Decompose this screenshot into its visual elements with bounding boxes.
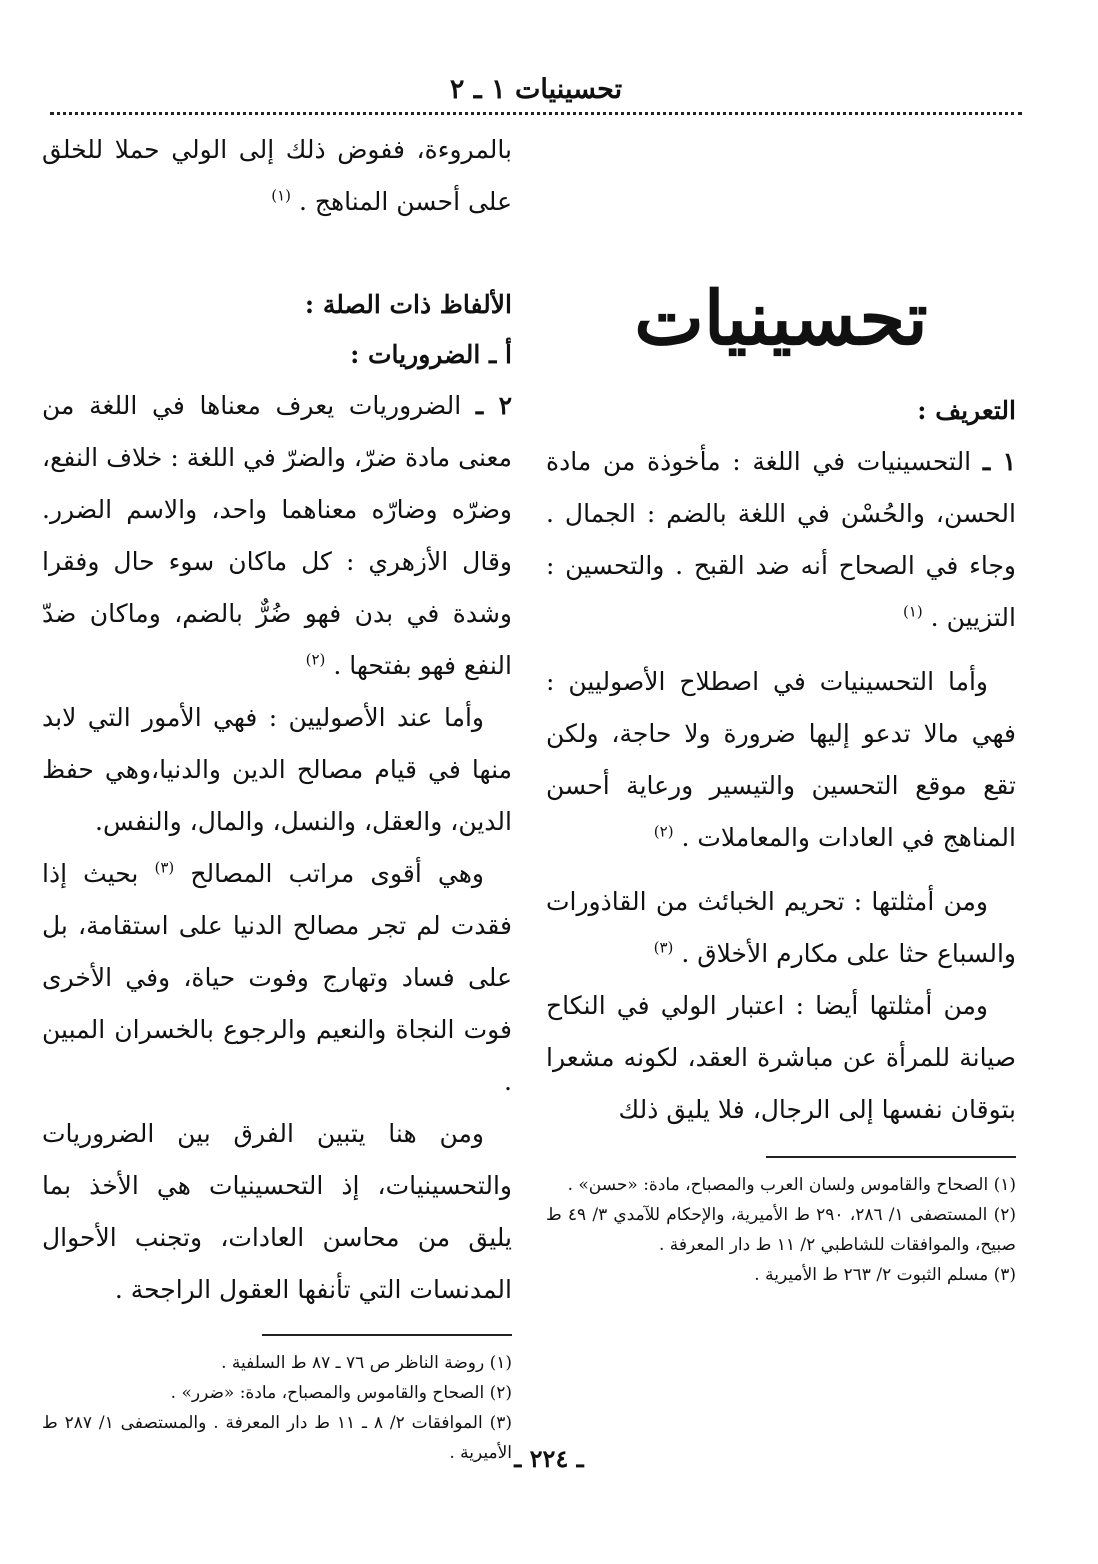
footnote-1: (١) روضة الناظر ص ٧٦ ـ ٨٧ ط السلفية . <box>221 1353 512 1373</box>
related-terms-heading: الألفاظ ذات الصلة : <box>304 290 512 319</box>
footnote-divider <box>262 1334 512 1336</box>
footnote-ref: (٣) <box>154 858 175 877</box>
definition-paragraph-1: ١ ـ التحسينيات في اللغة : مأخوذة من مادة الحسن، والحُسْن في اللغة بالضم : الجمال . وجاء في الصحاح أنه ضد القبح . والتحسين : التزيين . $^{(١)}$ <box>546 447 1017 632</box>
continuation-paragraph: بالمروءة، ففوض ذلك إلى الولي حملا للخلق على أحسن المناهج . $^{(١)}$ <box>42 135 512 216</box>
running-header <box>56 72 1016 108</box>
footnote-ref: (٣) <box>653 938 674 957</box>
paragraph-number: ١ ـ <box>982 447 1017 476</box>
header-dotted-rule <box>50 112 1022 115</box>
footnote-ref: (٢) <box>653 822 674 841</box>
definition-paragraph-2: وأما التحسينيات في اصطلاح الأصوليين : فهي مالا تدعو إليها ضرورة ولا حاجة، ولكن تقع موقع التحسين والتيسير ورعاية أحسن المناهج في العادات والمعاملات . $^{(٢)}$ <box>546 667 1016 852</box>
footnote-ref: (٢) <box>305 650 326 669</box>
subheading-daruriyat: أ ـ الضروريات : <box>350 340 512 369</box>
paragraph-number: ٢ ـ <box>475 391 513 420</box>
footnote-2: (٢) المستصفى ١/ ٢٨٦، ٢٩٠ ط الأميرية، والإحكام للآمدي ٣/ ٤٩ ط صبيح، والموافقات للشاطبي ٢/ ١١ ط دار المعرفة . <box>546 1205 1016 1255</box>
footnote-divider <box>766 1156 1016 1158</box>
example-paragraph-1: ومن أمثلتها : تحريم الخبائث من القاذورات والسباع حثا على مكارم الأخلاق . $^{(٣)}$ <box>546 887 1016 968</box>
daruriyat-paragraph-3: وهي أقوى مراتب المصالح $^{(٣)}$ بحيث إذا فقدت لم تجر مصالح الدنيا على استقامة، بل على فساد وتهارج وفوت حياة، وفي الأخرى فوت النجاة والنعيم والرجوع بالخسران المبين . <box>42 858 512 1096</box>
footnote-1: (١) الصحاح والقاموس ولسان العرب والمصباح، مادة: «حسن» . <box>567 1175 1016 1195</box>
header-title: تحسينيات ١ ـ ٢ <box>449 74 623 105</box>
left-column <box>42 124 512 1468</box>
right-column <box>546 124 1016 1290</box>
footnote-3: (٣) مسلم الثبوت ٢/ ٢٦٣ ط الأميرية . <box>754 1265 1016 1285</box>
page-number: ـ ٢٢٤ ـ <box>514 1444 584 1473</box>
footnote-3: (٣) الموافقات ٢/ ٨ ـ ١١ ط دار المعرفة . والمستصفى ١/ ٢٨٧ ط الأميرية . <box>42 1413 512 1463</box>
entry-title: تحسينيات <box>634 276 928 362</box>
footnote-ref: (١) <box>271 186 291 205</box>
definition-heading: التعريف : <box>917 396 1016 425</box>
daruriyat-paragraph-1: ٢ ـ الضروريات يعرف معناها في اللغة من معنى مادة ضرّ، والضرّ في اللغة : خلاف النفع، وضرّه وضارّه معناهما واحد، والاسم الضرر. وقال الأزهري : كل ماكان سوء حال وفقرا وشدة في بدن فهو ضُرٌّ بالضم، وماكان ضدّ النفع فهو بفتحها . $^{(٢)}$ <box>42 391 513 680</box>
daruriyat-paragraph-2: وأما عند الأصوليين : فهي الأمور التي لابد منها في قيام مصالح الدين والدنيا،وهي حفظ الدين، والعقل، والنسل، والمال، والنفس. <box>42 703 512 836</box>
daruriyat-paragraph-4: ومن هنا يتبين الفرق بين الضروريات والتحسينيات، إذ التحسينيات هي الأخذ بما يليق من محاسن العادات، وتجنب الأحوال المدنسات التي تأنفها العقول الراجحة . <box>42 1119 512 1304</box>
footnote-2: (٢) الصحاح والقاموس والمصباح، مادة: «ضرر» . <box>170 1383 512 1403</box>
example-paragraph-2: ومن أمثلتها أيضا : اعتبار الولي في النكاح صيانة للمرأة عن مباشرة العقد، لكونه مشعرا بتوقان نفسها إلى الرجال، فلا يليق ذلك <box>546 991 1016 1124</box>
footnote-ref: (١) <box>902 602 923 621</box>
